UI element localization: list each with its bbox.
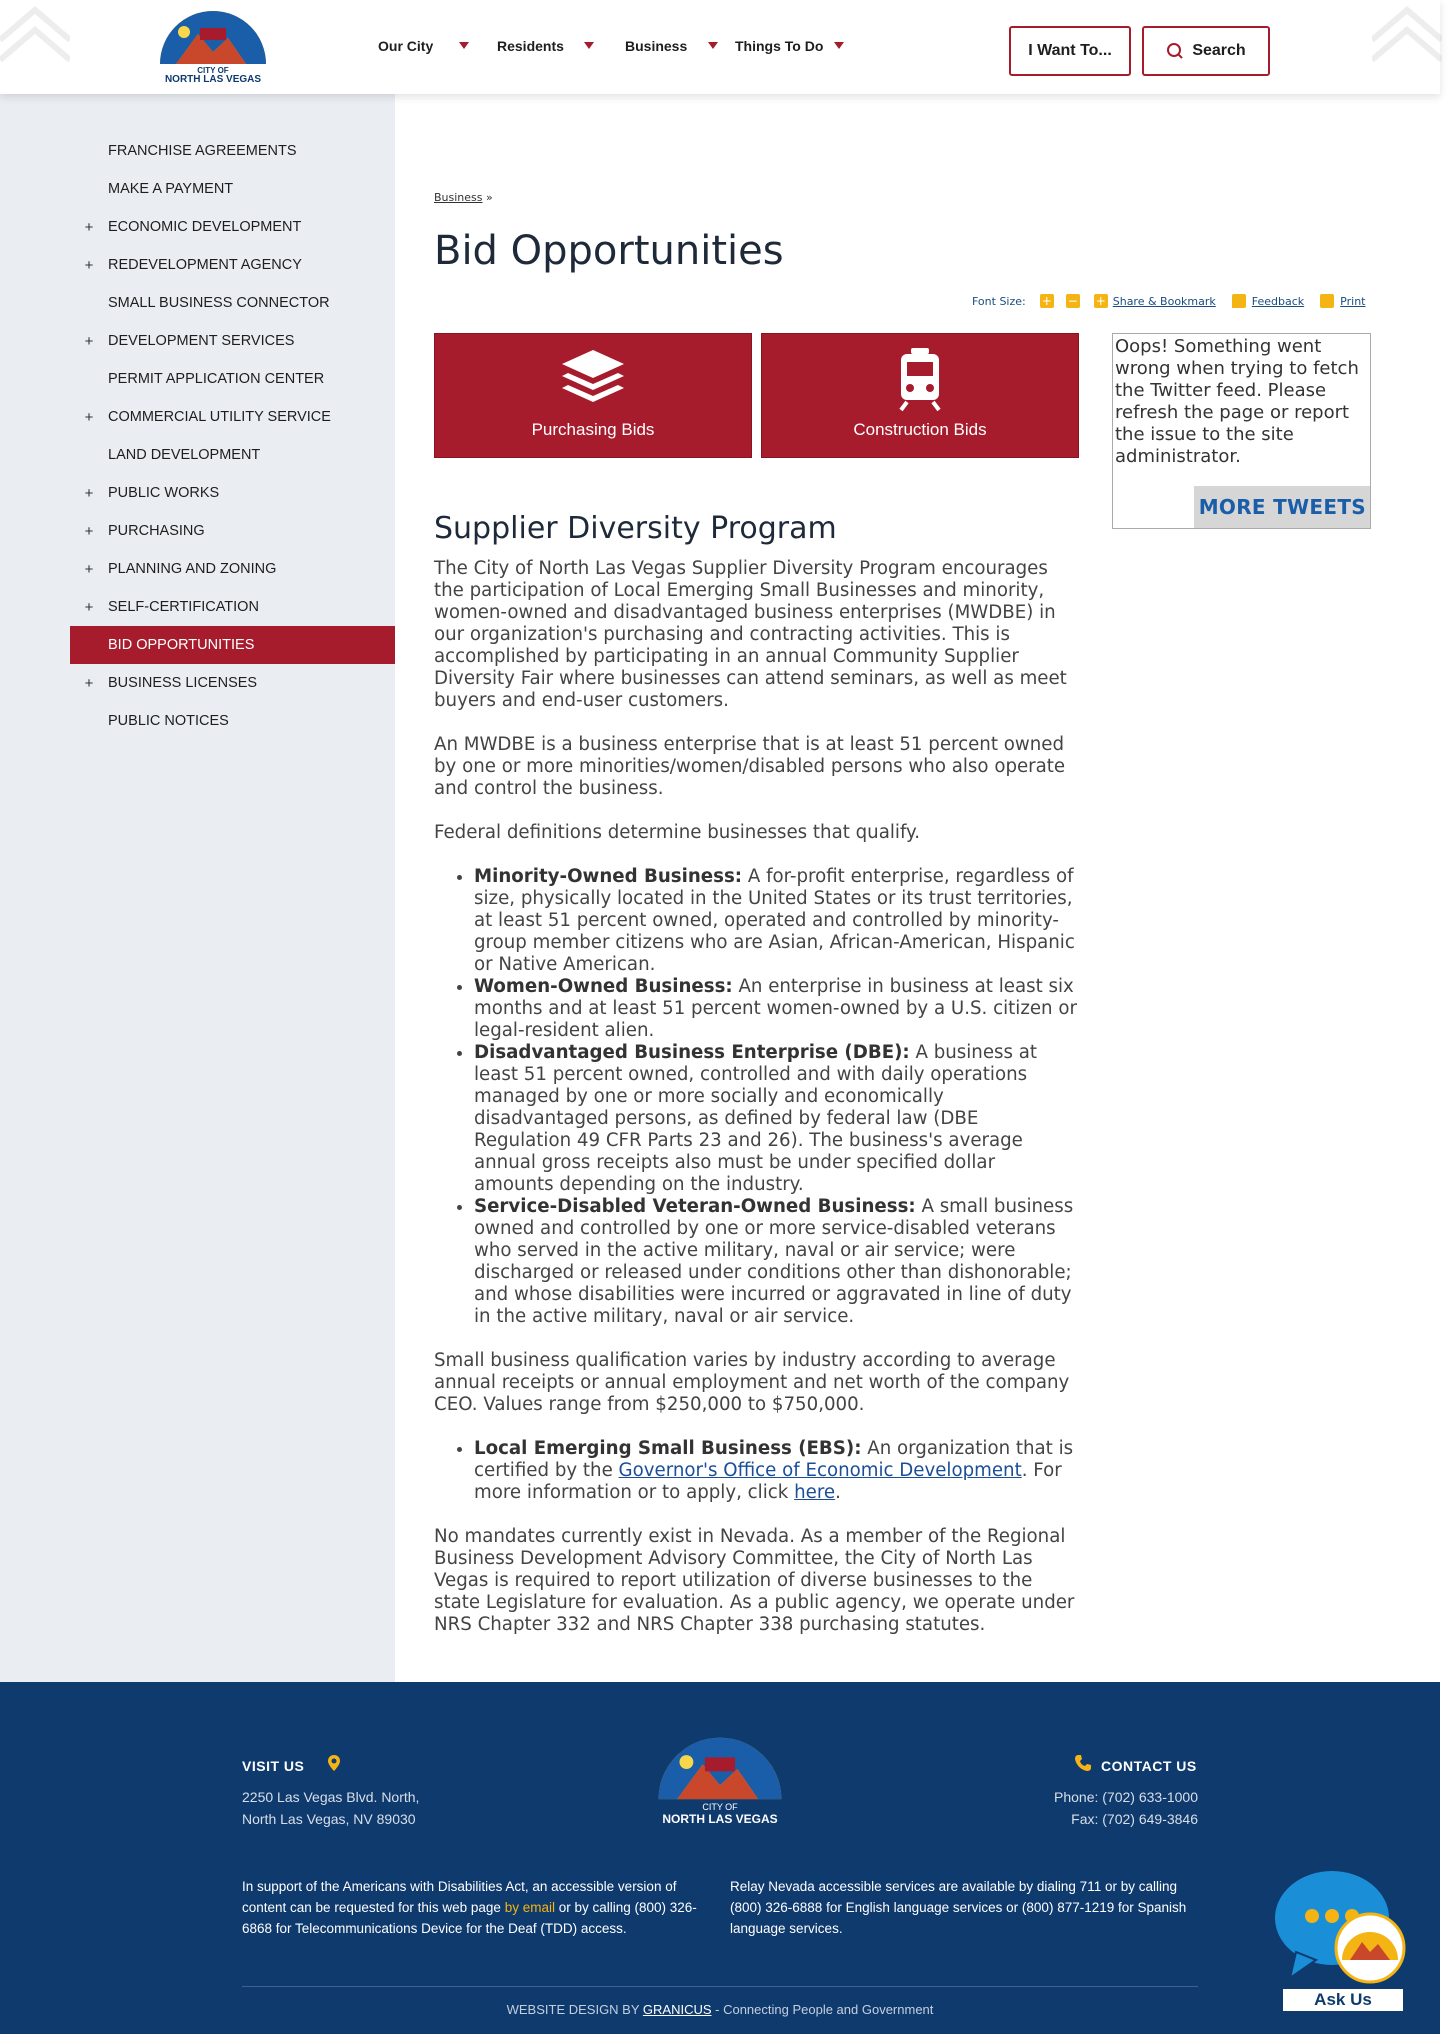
more-tweets-button[interactable]: MORE TWEETS <box>1194 486 1370 528</box>
sidebar-item-label: BID OPPORTUNITIES <box>108 637 255 653</box>
sidebar-nav <box>0 94 395 1682</box>
sidebar-item-label: PLANNING AND ZONING <box>108 561 277 577</box>
sidebar-item-label: BUSINESS LICENSES <box>108 675 258 691</box>
search-icon <box>1166 42 1184 60</box>
expand-plus-icon[interactable]: + <box>84 598 94 616</box>
sidebar-item-development-services[interactable] <box>70 322 395 360</box>
sidebar-item-planning-and-zoning[interactable] <box>70 550 395 588</box>
definition-term: Disadvantaged Business Enterprise (DBE): <box>474 1042 910 1063</box>
breadcrumb <box>434 191 493 204</box>
apply-here-link[interactable]: here <box>794 1482 836 1503</box>
footer-logo-line1: CITY OF <box>702 1802 738 1812</box>
i-want-to-label: I Want To... <box>1028 42 1112 59</box>
phone-icon <box>1074 1754 1092 1772</box>
ebs-list <box>474 1438 1080 1504</box>
definition-text: A small business owned and controlled by one or more service-disabled veterans who served in the active military, naval or air service; were discharged or released under conditions other than dishonorable; and whose disabilities were incurred or aggravated in line of duty in the active military, naval or air service. <box>474 1196 1074 1327</box>
contact-us-heading: CONTACT US <box>1101 1758 1197 1774</box>
font-decrease-icon[interactable]: − <box>1067 294 1078 308</box>
share-plus-icon: + <box>1095 294 1106 308</box>
train-icon <box>895 346 945 412</box>
sidebar-item-make-a-payment[interactable] <box>70 170 395 208</box>
sidebar-item-label: SMALL BUSINESS CONNECTOR <box>108 295 330 311</box>
chevron-down-icon[interactable] <box>708 42 718 49</box>
sidebar-item-business-licenses[interactable] <box>70 664 395 702</box>
mandates-paragraph: No mandates currently exist in Nevada. As a member of the Regional Business Development Advisory Committee, the City of North Las Vegas is required to report utilization of diverse businesses to the state Legislature for evaluation. As a public agency, we operate under NRS Chapter 332 and NRS Chapter 338 purchasing statutes. <box>434 1526 1075 1635</box>
definitions-list <box>474 866 1080 1328</box>
footer-credit <box>0 2002 1440 2017</box>
sidebar-item-self-certification[interactable] <box>70 588 395 626</box>
city-logo[interactable] <box>156 8 270 88</box>
breadcrumb-business-link[interactable]: Business <box>434 191 483 204</box>
sidebar-item-label: SELF-CERTIFICATION <box>108 599 259 615</box>
definition-text: A for-profit enterprise, regardless of size, physically located in the United States or its trust territories, at least 51 percent owned, operated and controlled by minority-group member citizens who are Asian, African-American, Hispanic or Native American. <box>474 866 1075 975</box>
definition-text: A business at least 51 percent owned, controlled and with daily operations managed by one or more socially and economically disadvantaged persons, as defined by federal law (DBE Regulation 49 CFR Parts 23 and 26). The business's average annual gross receipts also must be under specified dollar amounts depending on the industry. <box>474 1042 1038 1195</box>
print-link[interactable]: Print <box>1340 294 1366 308</box>
expand-plus-icon[interactable]: + <box>84 256 94 274</box>
sidebar-item-label: MAKE A PAYMENT <box>108 181 234 197</box>
twitter-error-message: Oops! Something went wrong when trying to fetch the Twitter feed. Please refresh the page or report the issue to the site administrator. <box>1115 336 1359 467</box>
layers-icon <box>558 346 628 406</box>
definition-text: An enterprise in business at least six months and at least 51 percent women-owned by a U.S. citizen or legal-resident alien. <box>474 976 1077 1041</box>
twitter-feed-widget <box>1112 333 1371 529</box>
construction-bids-tile[interactable] <box>761 333 1079 458</box>
footer-divider <box>242 1986 1198 1987</box>
sidebar-item-redevelopment-agency[interactable] <box>70 246 395 284</box>
sidebar-item-land-development[interactable] <box>70 436 395 474</box>
visit-us-heading: VISIT US <box>242 1758 305 1774</box>
sidebar-item-label: PURCHASING <box>108 523 205 539</box>
print-icon <box>1320 294 1334 308</box>
intro-paragraph: The City of North Las Vegas Supplier Diversity Program encourages the participation of Local Emerging Small Businesses and minority, women-owned and disadvantaged business enterprises (MWDBE) in our organization's purchasing and contracting activities. This is accomplished by participating in an annual Community Supplier Diversity Fair where businesses can attend seminars, as well as meet buyers and end-user customers. <box>434 558 1067 711</box>
fax-number: Fax: (702) 649-3846 <box>1071 1811 1198 1827</box>
granicus-link[interactable]: GRANICUS <box>642 2002 712 2017</box>
definition-term: Service-Disabled Veteran-Owned Business: <box>474 1196 916 1217</box>
search-label: Search <box>1192 42 1246 59</box>
section-heading: Supplier Diversity Program <box>434 511 837 546</box>
main-content <box>434 510 1080 1658</box>
expand-plus-icon[interactable]: + <box>84 484 94 502</box>
expand-plus-icon[interactable]: + <box>84 408 94 426</box>
mwdbe-paragraph: An MWDBE is a business enterprise that is at least 51 percent owned by one or more minorities/women/disabled persons who also operate and control the business. <box>434 734 1066 799</box>
sidebar-item-label: COMMERCIAL UTILITY SERVICE <box>108 409 331 425</box>
decorative-pattern-left <box>0 0 70 70</box>
ada-text: In support of the Americans with Disabilities Act, an accessible version of content can be requested for this web page <box>242 1879 677 1915</box>
expand-plus-icon[interactable]: + <box>84 332 94 350</box>
sidebar-item-label: LAND DEVELOPMENT <box>108 447 261 463</box>
footer-city-logo[interactable] <box>654 1734 786 1824</box>
footer-logo-line2: NORTH LAS VEGAS <box>662 1812 778 1826</box>
sidebar-item-commercial-utility-service[interactable] <box>70 398 395 436</box>
chevron-down-icon[interactable] <box>834 42 844 49</box>
qualification-paragraph: Small business qualification varies by industry according to average annual receipts or annual employment and net worth of the company CEO. Values range from $250,000 to $750,000. <box>434 1350 1070 1415</box>
nav-things-to-do[interactable]: Things To Do <box>735 38 824 54</box>
definition-term: Minority-Owned Business: <box>474 866 743 887</box>
definition-text: . <box>835 1482 841 1503</box>
purchasing-bids-tile[interactable] <box>434 333 752 458</box>
chevron-down-icon[interactable] <box>584 42 594 49</box>
expand-plus-icon[interactable]: + <box>84 522 94 540</box>
list-item <box>474 1196 1080 1328</box>
logo-text-line1: CITY OF <box>197 66 229 75</box>
definition-text: . For more information or to apply, click <box>474 1460 1062 1503</box>
sidebar-item-label: FRANCHISE AGREEMENTS <box>108 143 297 159</box>
search-button[interactable] <box>1142 26 1270 76</box>
sidebar-item-purchasing[interactable] <box>70 512 395 550</box>
sidebar-item-label: PUBLIC WORKS <box>108 485 220 501</box>
sidebar-item-franchise-agreements[interactable] <box>70 132 395 170</box>
ada-notice <box>242 1876 722 1939</box>
location-pin-icon <box>326 1754 342 1772</box>
nav-our-city[interactable]: Our City <box>378 38 434 54</box>
footer-logo-emblem <box>654 1734 786 1804</box>
list-item <box>474 1438 1080 1504</box>
ada-email-link[interactable]: by email <box>504 1900 555 1915</box>
address-line1: 2250 Las Vegas Blvd. North, <box>242 1789 420 1805</box>
sidebar-item-label: PERMIT APPLICATION CENTER <box>108 371 325 387</box>
share-bookmark-link[interactable]: Share & Bookmark <box>1112 294 1216 308</box>
sidebar-item-label: PUBLIC NOTICES <box>108 713 229 729</box>
sidebar-item-bid-opportunities[interactable] <box>70 626 395 664</box>
goed-link[interactable]: Governor's Office of Economic Development <box>618 1460 1022 1481</box>
site-footer <box>0 1682 1440 2034</box>
expand-plus-icon[interactable]: + <box>84 674 94 692</box>
list-item <box>474 976 1080 1042</box>
sidebar-item-label: DEVELOPMENT SERVICES <box>108 333 295 349</box>
purchasing-bids-label: Purchasing Bids <box>531 420 655 439</box>
expand-plus-icon[interactable]: + <box>84 560 94 578</box>
sidebar-item-public-works[interactable] <box>70 474 395 512</box>
feedback-icon <box>1232 294 1246 308</box>
site-header <box>0 0 1440 94</box>
sidebar-item-permit-application-center[interactable] <box>70 360 395 398</box>
ada-text: or by calling (800) 326-6868 for Telecommunications Device for the Deaf (TDD) access. <box>242 1900 697 1936</box>
address-line2: North Las Vegas, NV 89030 <box>242 1811 416 1827</box>
definition-text: An organization that is certified by the <box>474 1438 1074 1481</box>
city-logo-emblem <box>156 8 270 68</box>
decorative-pattern-right <box>1372 0 1442 70</box>
logo-text-line2: NORTH LAS VEGAS <box>164 74 262 85</box>
nav-residents[interactable]: Residents <box>497 38 564 54</box>
phone-number[interactable]: Phone: (702) 633-1000 <box>1054 1789 1198 1805</box>
credit-text: - Connecting People and Government <box>711 2002 934 2017</box>
sidebar-item-label: ECONOMIC DEVELOPMENT <box>108 219 302 235</box>
ask-us-button[interactable]: Ask Us <box>1282 1988 1404 2012</box>
font-increase-icon[interactable]: + <box>1041 294 1052 308</box>
list-item <box>474 1042 1080 1196</box>
federal-definitions-paragraph: Federal definitions determine businesses that qualify. <box>434 822 920 843</box>
sidebar-item-label: REDEVELOPMENT AGENCY <box>108 257 302 273</box>
credit-text: WEBSITE DESIGN BY <box>506 2002 643 2017</box>
sidebar-item-economic-development[interactable] <box>70 208 395 246</box>
nav-business[interactable]: Business <box>625 38 688 54</box>
definition-term: Women-Owned Business: <box>474 976 733 997</box>
i-want-to-button[interactable] <box>1009 26 1131 76</box>
chevron-down-icon[interactable] <box>459 42 469 49</box>
font-size-label: Font Size: <box>972 294 1026 308</box>
page-tools <box>972 294 1365 308</box>
sidebar-item-small-business-connector[interactable] <box>70 284 395 322</box>
feedback-link[interactable]: Feedback <box>1251 294 1305 308</box>
page-title: Bid Opportunities <box>434 228 784 274</box>
list-item <box>474 866 1080 976</box>
expand-plus-icon[interactable]: + <box>84 218 94 236</box>
relay-nevada-notice: Relay Nevada accessible services are available by dialing 711 or by calling (800) 326-6888 for English language services or (800) 877-1219 for Spanish language services. <box>730 1879 1187 1936</box>
construction-bids-label: Construction Bids <box>853 420 987 439</box>
sidebar-item-public-notices[interactable] <box>70 702 395 740</box>
breadcrumb-separator: » <box>486 191 493 204</box>
definition-term: Local Emerging Small Business (EBS): <box>474 1438 862 1459</box>
